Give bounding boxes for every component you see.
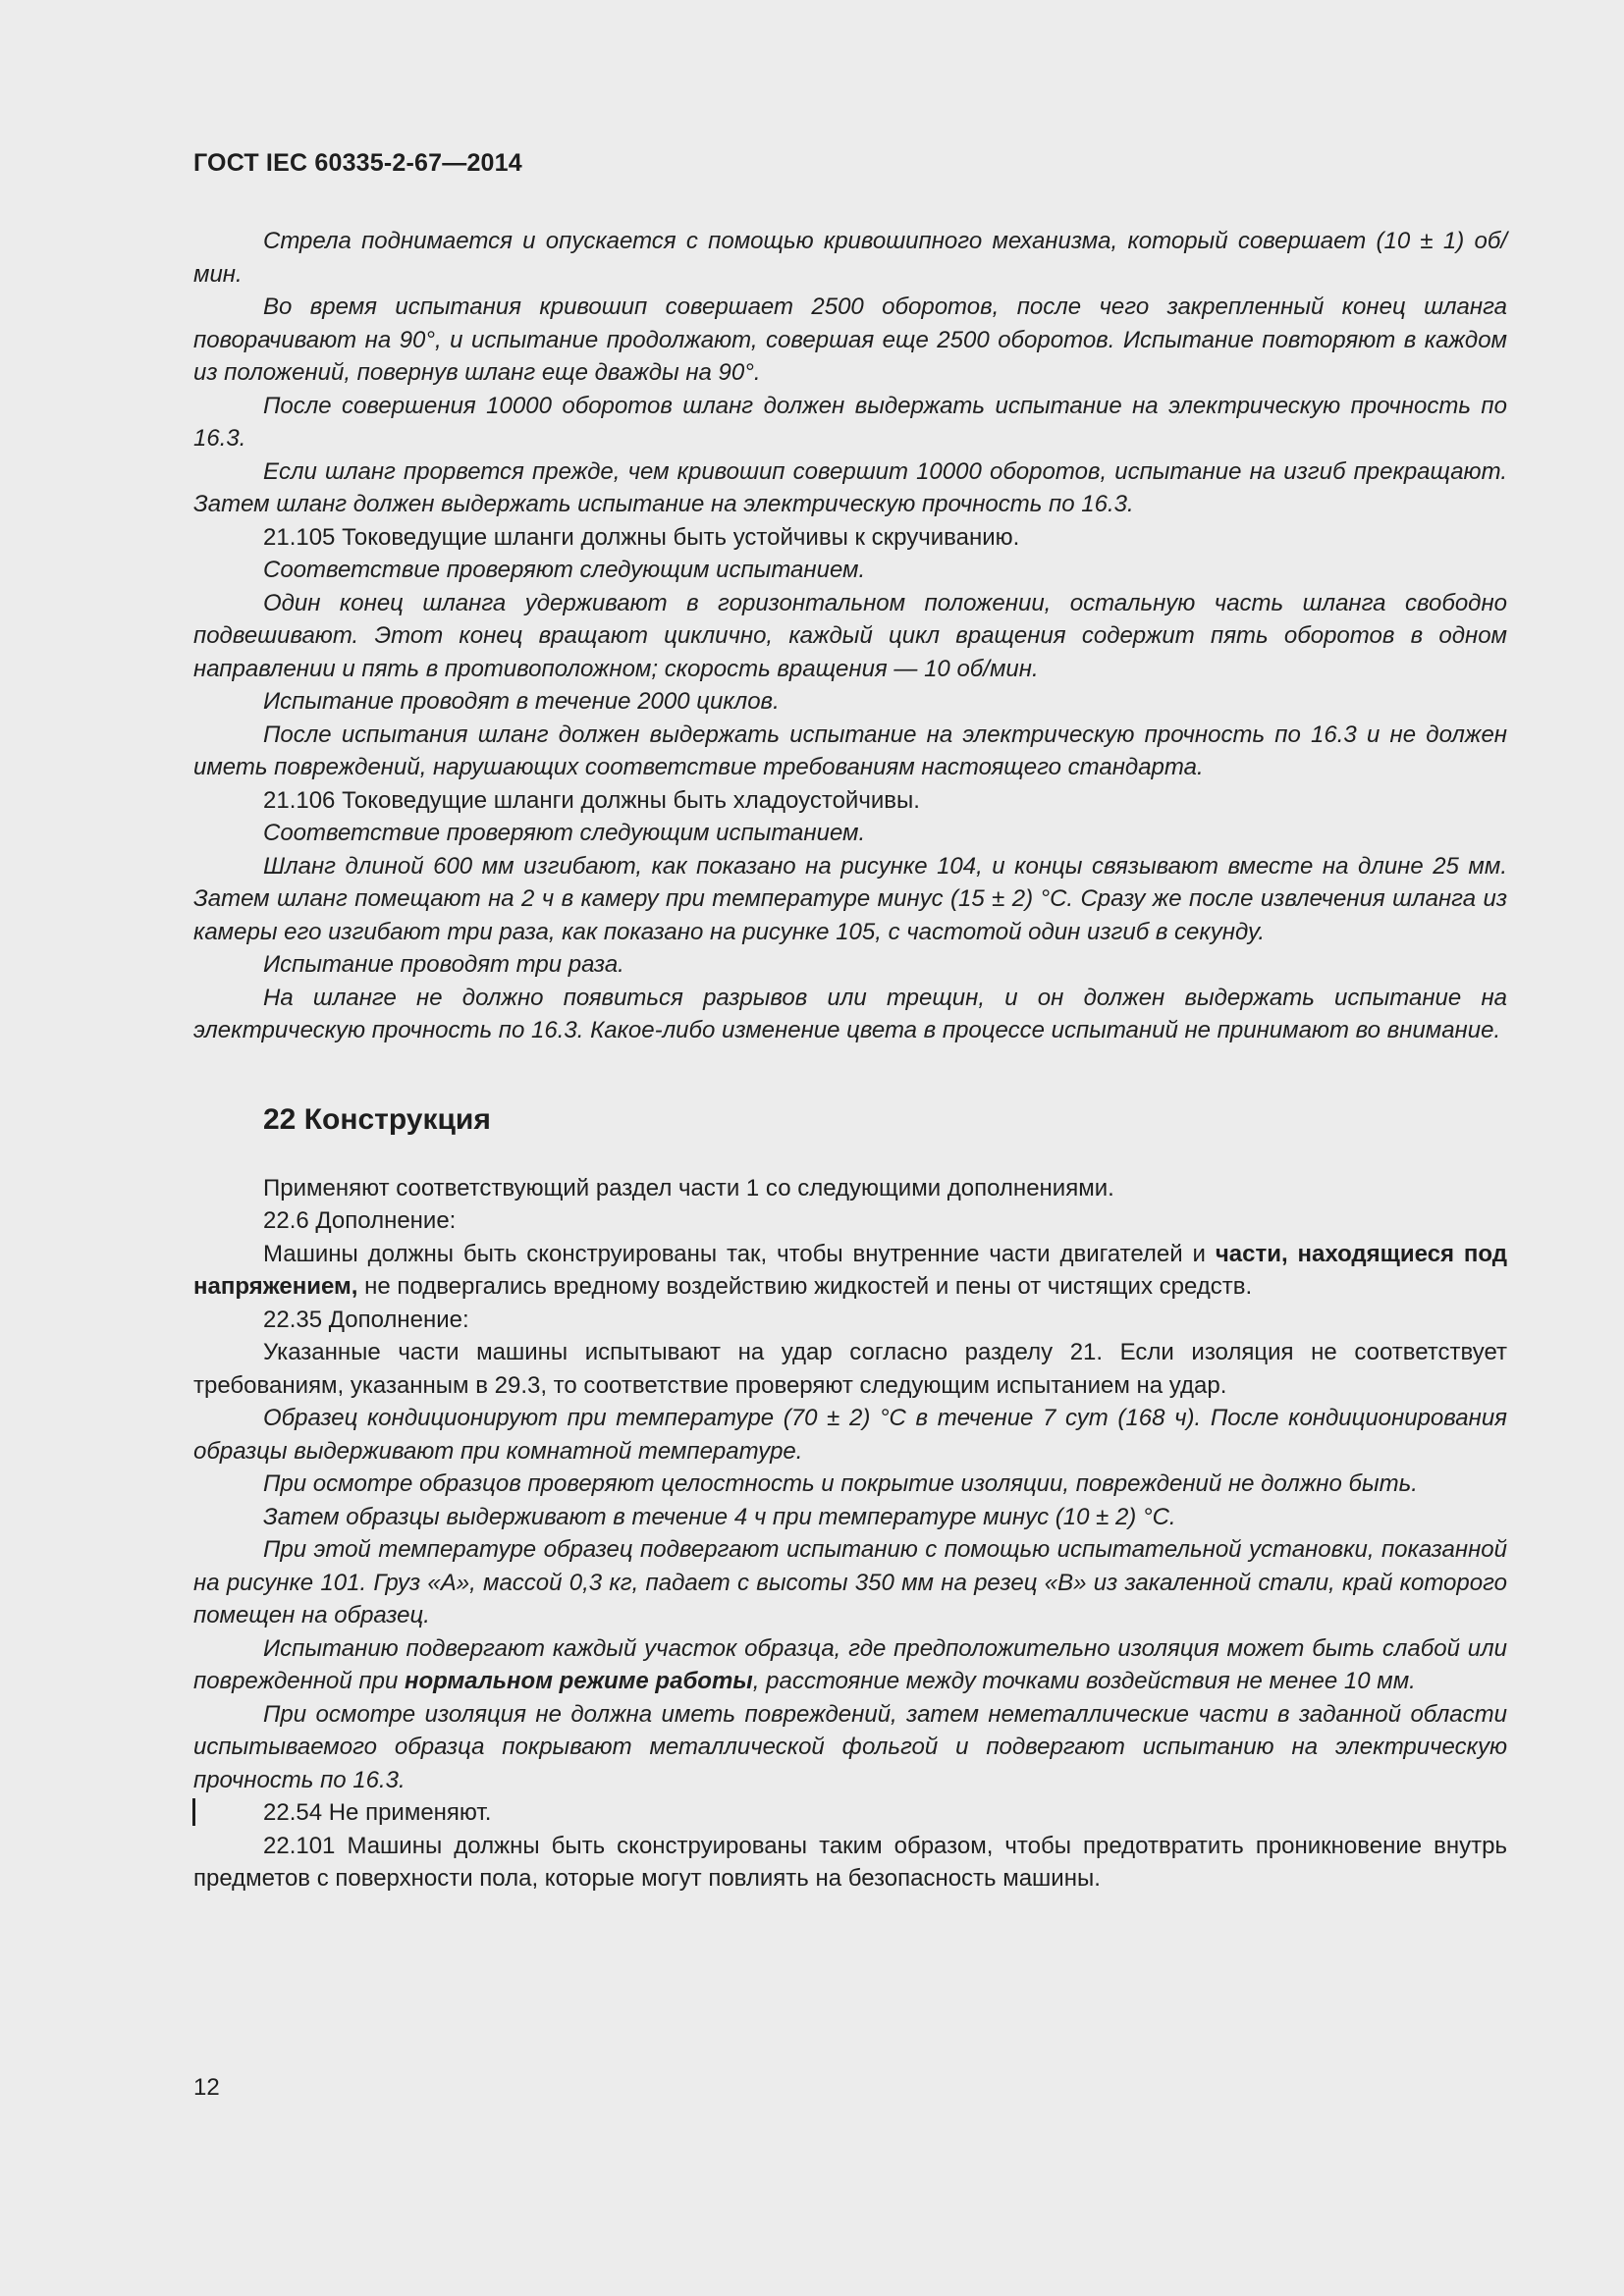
paragraph-test-each: Испытанию подвергают каждый участок образца, где предположительно изоляция может быть слабой или поврежденной при нормальном режиме работы, расстояние между точками воздействия не менее 10 мм.: [193, 1634, 1507, 1694]
clause-22-6: 22.6 Дополнение:: [263, 1207, 457, 1234]
clause-22-101: 22.101 Машины должны быть сконструированы таким образом, чтобы предотвратить проникновение внутрь предметов с поверхности пола, которые могут повлиять на безопасность машины.: [193, 1832, 1507, 1892]
paragraph: Затем образцы выдерживают в течение 4 ч при температуре минус (10 ± 2) °С.: [263, 1503, 1176, 1530]
clause-22-35: 22.35 Дополнение:: [263, 1306, 469, 1333]
paragraph: Один конец шланга удерживают в горизонтальном положении, остальную часть шланга свободно подвешивают. Этот конец вращают циклично, каждый цикл вращения содержит пять оборотов в одном направлении и пять в противоположном; скорость вращения — 10 об/мин.: [193, 589, 1507, 682]
section-heading: 22 Конструкция: [263, 1102, 491, 1136]
paragraph: При этой температуре образец подвергают испытанию с помощью испытательной установки, показанной на рисунке 101. Груз «А», массой 0,3 кг, падает с высоты 350 мм на резец «В» из закаленной стали, край которого помещен на образец.: [193, 1536, 1507, 1629]
paragraph: После совершения 10000 оборотов шланг должен выдержать испытание на электрическую прочность по 16.3.: [193, 392, 1507, 452]
paragraph: На шланге не должно появиться разрывов или трещин, и он должен выдержать испытание на электрическую прочность по 16.3. Какое-либо изменение цвета в процессе испытаний не принимают во внимание.: [193, 984, 1507, 1043]
paragraph: Стрела поднимается и опускается с помощью кривошипного механизма, который совершает (10 ± 1) об/мин.: [193, 228, 1507, 288]
page-number: 12: [193, 2074, 220, 2101]
clause-22-54: 22.54 Не применяют.: [193, 1796, 1507, 1830]
document-body: [193, 225, 1507, 1896]
paragraph: Если шланг прорвется прежде, чем кривошип совершит 10000 оборотов, испытание на изгиб прекращают. Затем шланг должен выдержать испытание на электрическую прочность по 16.3.: [193, 457, 1507, 517]
paragraph: Испытание проводят в течение 2000 циклов.: [263, 688, 780, 715]
paragraph-machines: Машины должны быть сконструированы так, чтобы внутренние части двигателей и части, находящиеся под напряжением, не подвергались вредному воздействию жидкостей и пены от чистящих средств.: [193, 1240, 1507, 1300]
paragraph: Указанные части машины испытывают на удар согласно разделу 21. Если изоляция не соответствует требованиям, указанным в 29.3, то соответствие проверяют следующим испытанием на удар.: [193, 1339, 1507, 1399]
paragraph: Соответствие проверяют следующим испытанием.: [263, 557, 866, 583]
clause-21-105: 21.105 Токоведущие шланги должны быть устойчивы к скручиванию.: [263, 523, 1020, 551]
clause-21-106: 21.106 Токоведущие шланги должны быть хладоустойчивы.: [263, 786, 920, 814]
change-bar: [192, 1798, 195, 1826]
term-normal-operation: нормальном режиме работы: [404, 1668, 753, 1694]
paragraph: Шланг длиной 600 мм изгибают, как показано на рисунке 104, и концы связывают вместе на длине 25 мм. Затем шланг помещают на 2 ч в камеру при температуре минус (15 ± 2) °С. Сразу же после извлечения шланга из камеры его изгибают три раза, как показано на рисунке 105, с частотой один изгиб в секунду.: [193, 852, 1507, 945]
paragraph: Соответствие проверяют следующим испытанием.: [263, 820, 866, 846]
paragraph: Во время испытания кривошип совершает 2500 оборотов, после чего закрепленный конец шланга поворачивают на 90°, и испытание продолжают, совершая еще 2500 оборотов. Испытание повторяют в каждом из положений, повернув шланг еще дважды на 90°.: [193, 294, 1507, 386]
document-header: ГОСТ IEC 60335-2-67—2014: [193, 149, 522, 177]
paragraph: Применяют соответствующий раздел части 1 со следующими дополнениями.: [263, 1174, 1114, 1201]
paragraph: Испытание проводят три раза.: [263, 951, 624, 978]
paragraph: После испытания шланг должен выдержать испытание на электрическую прочность по 16.3 и не должен иметь повреждений, нарушающих соответствие требованиям настоящего стандарта.: [193, 721, 1507, 780]
paragraph: Образец кондиционируют при температуре (70 ± 2) °С в течение 7 сут (168 ч). После кондиционирования образцы выдерживают при комнатной температуре.: [193, 1405, 1507, 1465]
paragraph: При осмотре образцов проверяют целостность и покрытие изоляции, повреждений не должно быть.: [263, 1470, 1418, 1497]
term-live-parts: части, находящиеся под напряжением,: [193, 1240, 1507, 1300]
paragraph: При осмотре изоляция не должна иметь повреждений, затем неметаллические части в заданной области испытываемого образца покрывают металлической фольгой и подвергают испытанию на электрическую прочность по 16.3.: [193, 1700, 1507, 1793]
